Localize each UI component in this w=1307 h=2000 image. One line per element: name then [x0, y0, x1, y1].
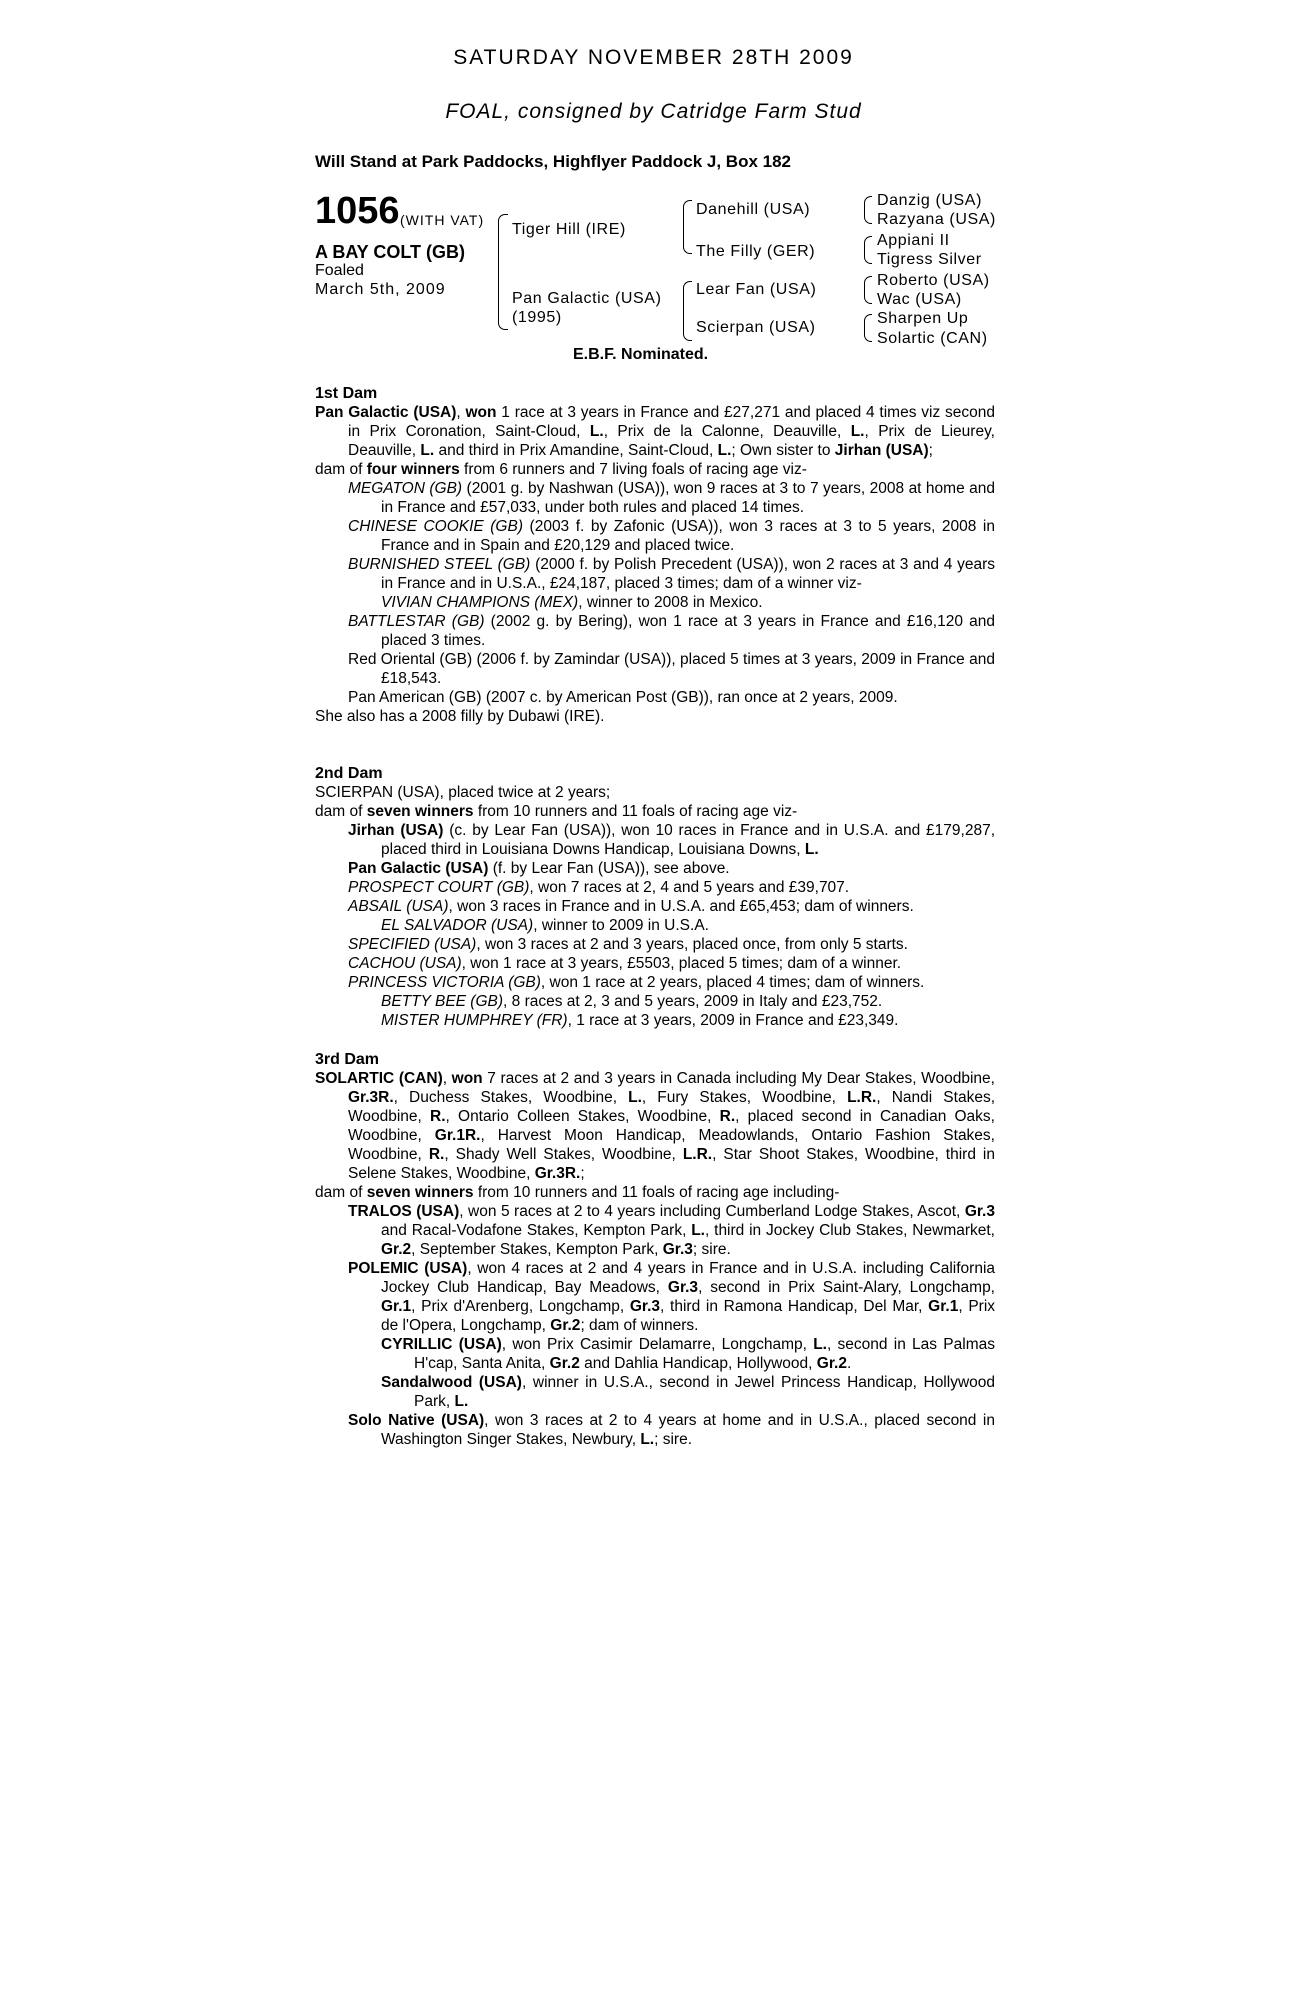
third-dam-produce-summary [315, 1183, 995, 1202]
text-run: (f. by Lear Fan (USA)), see above. [488, 860, 730, 877]
offspring-entry [315, 517, 995, 555]
offspring-entry [315, 593, 995, 612]
text-run: dam of [315, 803, 367, 820]
text-run: , winner to 2009 in U.S.A. [533, 917, 709, 934]
offspring-entry [315, 935, 995, 954]
text-run: dam of [315, 461, 367, 478]
vat-note: (WITH VAT) [400, 212, 485, 228]
pedigree-dam-dam: Scierpan (USA) [696, 319, 816, 336]
text-run: Red Oriental (GB) (2006 f. by Zamindar (USA)), placed 5 times at 3 years, 2009 in France and £18,543. [348, 651, 995, 687]
text-run: ; [928, 442, 933, 459]
text-run: Gr.3R. [348, 1089, 394, 1106]
text-run: PRINCESS VICTORIA (GB) [348, 974, 541, 991]
text-run: Gr.3R. [534, 1165, 581, 1182]
text-run: , Nandi Stakes, Woodbine, [348, 1089, 996, 1125]
text-run: CYRILLIC (USA) [381, 1336, 502, 1353]
text-run: BETTY BEE (GB) [381, 993, 504, 1010]
offspring-entry [315, 992, 995, 1011]
text-run: L. [628, 1089, 642, 1106]
text-run: , [456, 404, 466, 421]
lot-number: 1056 [315, 190, 400, 232]
offspring-entry [315, 954, 995, 973]
first-dam-section [315, 384, 995, 726]
text-run: , placed second in Canadian Oaks, Woodbine, [348, 1108, 995, 1144]
text-run: L.R. [682, 1146, 713, 1163]
text-run: BURNISHED STEEL (GB) [348, 556, 531, 573]
text-run: CHINESE COOKIE (GB) [348, 518, 523, 535]
text-run: , Harvest Moon Handicap, Meadowlands, Ontario Fashion Stakes, Woodbine, [348, 1127, 995, 1163]
text-run: from 10 runners and 11 foals of racing age viz- [473, 803, 798, 820]
pedigree-brace-g4 [864, 314, 872, 342]
text-run: , Duchess Stakes, Woodbine, [393, 1089, 629, 1106]
offspring-entry [315, 555, 995, 593]
pedigree-g1: Danzig (USA) [877, 192, 983, 209]
pedigree-sire: Tiger Hill (IRE) [512, 221, 626, 238]
text-run: , September Stakes, Kempton Park, [411, 1241, 663, 1258]
ebf-nomination: E.B.F. Nominated. [573, 346, 709, 363]
offspring-entry [315, 916, 995, 935]
offspring-entry [315, 973, 995, 992]
text-run: Gr.3 [667, 1279, 699, 1296]
text-run: (2003 f. by Zafonic (USA)), won 3 races at 3 to 5 years, 2008 in France and in Spain and £20,129 and placed twice. [381, 518, 995, 554]
text-run: , Fury Stakes, Woodbine, [641, 1089, 848, 1106]
text-run: Gr.2 [550, 1317, 581, 1334]
text-run: , winner in U.S.A., second in Jewel Princess Handicap, Hollywood Park, [414, 1374, 996, 1410]
second-dam-heading: 2nd Dam [315, 765, 383, 782]
text-run: Gr.1 [928, 1298, 959, 1315]
text-run: , won 1 race at 3 years, £5503, placed 5 times; dam of a winner. [461, 955, 902, 972]
pedigree-brace-main [498, 214, 508, 330]
text-run: Gr.1R. [434, 1127, 481, 1144]
text-run: SOLARTIC (CAN) [315, 1070, 443, 1087]
first-dam-heading: 1st Dam [315, 385, 378, 402]
text-run: , won 3 races at 2 to 4 years at home and in U.S.A., placed second in Washington Singer Stakes, Newbury, [381, 1412, 995, 1448]
text-run: Gr.1 [381, 1298, 412, 1315]
text-run: BATTLESTAR (GB) [348, 613, 485, 630]
pedigree-dam-sire: Lear Fan (USA) [696, 281, 817, 298]
text-run: L. [850, 423, 865, 440]
text-run: Solo Native (USA) [348, 1412, 485, 1429]
pedigree-sire-dam: The Filly (GER) [696, 243, 816, 260]
text-run: , won 1 race at 2 years, placed 4 times; dam of winners. [540, 974, 925, 991]
text-run: L. [420, 442, 435, 459]
offspring-entry [315, 1335, 995, 1373]
pedigree-g7: Sharpen Up [877, 310, 969, 327]
text-run: L. [717, 442, 732, 459]
text-run: , Shady Well Stakes, Woodbine, [444, 1146, 683, 1163]
text-run: seven winners [366, 1184, 474, 1201]
text-run: . [846, 1355, 852, 1372]
text-run: 7 races at 2 and 3 years in Canada including My Dear Stakes, Woodbine, [482, 1070, 995, 1087]
text-run: , winner to 2008 in Mexico. [578, 594, 763, 611]
text-run: CACHOU (USA) [348, 955, 462, 972]
text-run: , won Prix Casimir Delamarre, Longchamp, [501, 1336, 814, 1353]
text-run: , won 7 races at 2, 4 and 5 years and £39,707. [529, 879, 850, 896]
text-run: Gr.2 [549, 1355, 580, 1372]
text-run: dam of [315, 1184, 367, 1201]
text-run: , won 3 races at 2 and 3 years, placed once, from only 5 starts. [476, 936, 908, 953]
text-run: won [465, 404, 497, 421]
text-run: Gr.3 [662, 1241, 693, 1258]
stabling-location: Will Stand at Park Paddocks, Highflyer Paddock J, Box 182 [315, 152, 791, 171]
offspring-entry [315, 1411, 995, 1449]
text-run: and Racal-Vodafone Stakes, Kempton Park, [381, 1222, 692, 1239]
text-run: Pan Galactic (USA) [348, 860, 489, 877]
text-run: (2000 f. by Polish Precedent (USA)), won 2 races at 3 and 4 years in France and in U.S.A., £24,187, placed 3 times; dam of a winner viz- [381, 556, 996, 592]
text-run: , Ontario Colleen Stakes, Woodbine, [445, 1108, 720, 1125]
pedigree-g3: Appiani II [877, 232, 950, 249]
text-run: ABSAIL (USA) [348, 898, 449, 915]
offspring-entry [315, 612, 995, 650]
third-dam-heading: 3rd Dam [315, 1051, 380, 1068]
text-run: Gr.3 [964, 1203, 995, 1220]
text-run: Jirhan (USA) [834, 442, 929, 459]
text-run: MEGATON (GB) [348, 480, 463, 497]
pedigree-brace-g1 [864, 196, 872, 224]
text-run: (c. by Lear Fan (USA)), won 10 races in France and in U.S.A. and £179,287, placed third in Louisiana Downs Handicap, Louisiana Downs, [381, 822, 995, 858]
third-dam-section [315, 1050, 995, 1449]
text-run: , third in Jockey Club Stakes, Newmarket, [705, 1222, 995, 1239]
text-run: L. [804, 841, 819, 858]
offspring-entry [315, 1202, 995, 1259]
text-run: L. [813, 1336, 827, 1353]
second-dam-intro: SCIERPAN (USA), placed twice at 2 years; [315, 784, 611, 801]
text-run: and Dahlia Handicap, Hollywood, [579, 1355, 817, 1372]
pedigree-g5: Roberto (USA) [877, 272, 990, 289]
text-run: Sandalwood (USA) [381, 1374, 522, 1391]
first-dam-produce-summary [315, 460, 995, 479]
first-dam-closing: She also has a 2008 filly by Dubawi (IRE). [315, 708, 605, 725]
second-dam-section [315, 764, 995, 1030]
text-run: won [451, 1070, 483, 1087]
pedigree-g8: Solartic (CAN) [877, 330, 988, 347]
text-run: Pan Galactic (USA) [315, 404, 457, 421]
pedigree-sire-sire: Danehill (USA) [696, 201, 811, 218]
text-run: ; sire. [692, 1241, 731, 1258]
foaled-date: March 5th, 2009 [315, 281, 446, 298]
text-run: Gr.3 [629, 1298, 661, 1315]
offspring-entry [315, 1259, 995, 1335]
text-run: PROSPECT COURT (GB) [348, 879, 530, 896]
text-run: and third in Prix Amandine, Saint-Cloud, [434, 442, 718, 459]
text-run: ; Own sister to [731, 442, 835, 459]
text-run: Gr.2 [816, 1355, 847, 1372]
text-run: Pan American (GB) (2007 c. by American Post (GB)), ran once at 2 years, 2009. [348, 689, 898, 706]
text-run: ; [580, 1165, 585, 1182]
text-run: 1 race at 3 years in France and £27,271 and placed 4 times viz second in Prix Coronation, Saint-Cloud, [348, 404, 995, 440]
text-run: L. [454, 1393, 469, 1410]
offspring-entry [315, 1373, 995, 1411]
pedigree-brace-sire [683, 200, 692, 254]
offspring-entry [315, 650, 995, 688]
second-dam-produce-summary [315, 802, 995, 821]
pedigree-dam: Pan Galactic (USA) [512, 290, 662, 307]
pedigree-g4: Tigress Silver [877, 251, 982, 268]
text-run: ; dam of winners. [580, 1317, 699, 1334]
first-dam-offspring-list [315, 479, 995, 707]
offspring-entry [315, 479, 995, 517]
sale-date: SATURDAY NOVEMBER 28TH 2009 [453, 46, 854, 69]
pedigree-brace-dam [683, 281, 692, 341]
text-run: , won 5 races at 2 to 4 years including Cumberland Lodge Stakes, Ascot, [459, 1203, 965, 1220]
text-run: Jirhan (USA) [348, 822, 444, 839]
text-run: from 6 runners and 7 living foals of racing age viz- [459, 461, 807, 478]
text-run: Gr.2 [381, 1241, 412, 1258]
text-run: MISTER HUMPHREY (FR) [381, 1012, 568, 1029]
text-run: , second in Prix Saint-Alary, Longchamp, [698, 1279, 995, 1296]
first-dam-intro [315, 403, 995, 460]
text-run: (2001 g. by Nashwan (USA)), won 9 races at 3 to 7 years, 2008 at home and in France and £57,033, under both rules and placed 14 times. [381, 480, 995, 516]
text-run: , won 4 races at 2 and 4 years in France and in U.S.A. including California Jockey Club Handicap, Bay Meadows, [381, 1260, 996, 1296]
text-run: R. [719, 1108, 736, 1125]
pedigree-g6: Wac (USA) [877, 291, 962, 308]
text-run: L. [691, 1222, 705, 1239]
pedigree-brace-g3 [864, 276, 872, 304]
text-run: , 1 race at 3 years, 2009 in France and £23,349. [567, 1012, 899, 1029]
text-run: VIVIAN CHAMPIONS (MEX) [381, 594, 579, 611]
third-dam-intro [315, 1069, 995, 1183]
text-run: , Star Shoot Stakes, Woodbine, third in Selene Stakes, Woodbine, [348, 1146, 995, 1182]
text-run: (2002 g. by Bering), won 1 race at 3 years in France and £16,120 and placed 3 times. [381, 613, 995, 649]
text-run: L.R. [847, 1089, 877, 1106]
text-run: , Prix d'Arenberg, Longchamp, [411, 1298, 630, 1315]
text-run: R. [430, 1108, 446, 1125]
text-run: , Prix de Lieurey, Deauville, [348, 423, 995, 459]
offspring-entry [315, 878, 995, 897]
text-run: L. [640, 1431, 655, 1448]
text-run: four winners [366, 461, 460, 478]
text-run: TRALOS (USA) [348, 1203, 460, 1220]
offspring-entry [315, 1011, 995, 1030]
pedigree-g2: Razyana (USA) [877, 211, 996, 228]
offspring-entry [315, 821, 995, 859]
pedigree-dam-year: (1995) [512, 309, 562, 326]
text-run: R. [428, 1146, 445, 1163]
text-run: , Prix de l'Opera, Longchamp, [381, 1298, 996, 1334]
third-dam-offspring-list [315, 1202, 995, 1449]
text-run: , second in Las Palmas H'cap, Santa Anita, [414, 1336, 995, 1372]
text-run: from 10 runners and 11 foals of racing age including- [473, 1184, 840, 1201]
text-run: POLEMIC (USA) [348, 1260, 468, 1277]
text-run: , third in Ramona Handicap, Del Mar, [660, 1298, 929, 1315]
text-run: , won 3 races in France and in U.S.A. and £65,453; dam of winners. [448, 898, 914, 915]
text-run: , 8 races at 2, 3 and 5 years, 2009 in Italy and £23,752. [503, 993, 883, 1010]
offspring-entry [315, 897, 995, 916]
text-run: ; sire. [654, 1431, 693, 1448]
text-run: L. [589, 423, 604, 440]
text-run: , [442, 1070, 452, 1087]
pedigree-brace-g2 [864, 236, 872, 264]
lot-description: A BAY COLT (GB) [315, 242, 466, 262]
foaled-label: Foaled [315, 262, 364, 279]
text-run: SPECIFIED (USA) [348, 936, 477, 953]
text-run: seven winners [366, 803, 474, 820]
offspring-entry [315, 859, 995, 878]
text-run: , Prix de la Calonne, Deauville, [603, 423, 851, 440]
offspring-entry [315, 688, 995, 707]
text-run: EL SALVADOR (USA) [381, 917, 534, 934]
consignor-line: FOAL, consigned by Catridge Farm Stud [445, 100, 862, 123]
second-dam-offspring-list [315, 821, 995, 1030]
